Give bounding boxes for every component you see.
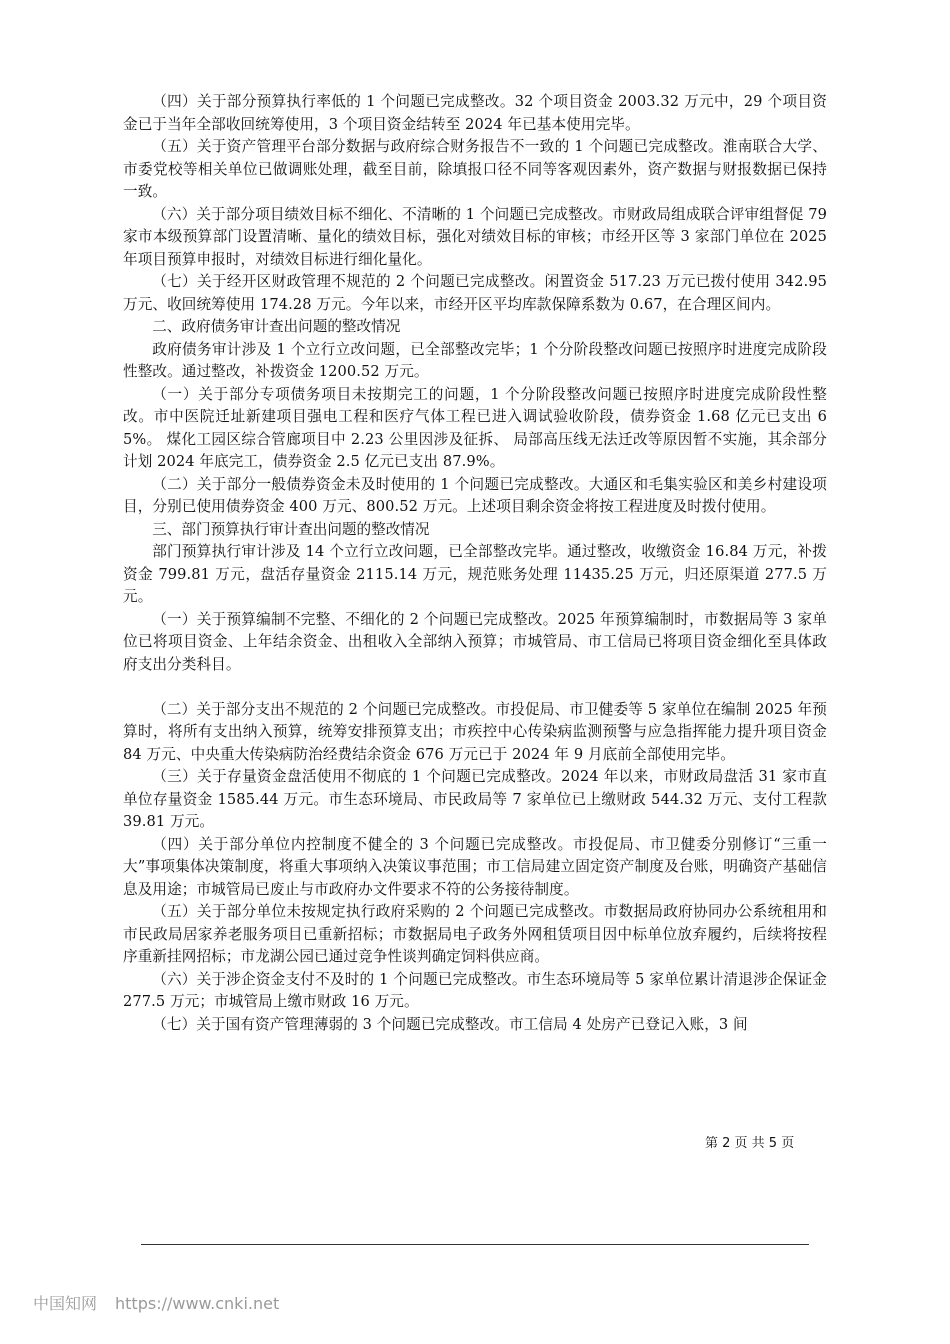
paragraph-dept-state-assets: （七）关于国有资产管理薄弱的 3 个问题已完成整改。市工信局 4 处房产已登记入账，3 间: [152, 1015, 748, 1033]
section-heading-government-debt: 二、政府债务审计查出问题的整改情况: [152, 318, 401, 335]
document-body: [123, 91, 827, 1036]
paragraph-dept-internal-control: （四）关于部分单位内控制度不健全的 3 个问题已完成整改。市投促局、市卫健委分别修订“三重一大”事项集体决策制度，将重大事项纳入决策议事范围；市工信局建立固定资产制度及台账，明确资产基础信息及用途；市城管局已废止与市政府办文件要求不符的公务接待制度。: [123, 835, 827, 898]
paragraph-devzone-finance: （七）关于经开区财政管理不规范的 2 个问题已完成整改。闲置资金 517.23 万元已拨付使用 342.95 万元、收回统筹使用 174.28 万元。今年以来，市经开区平均库款保障系数为 0.67，在合理区间内。: [123, 273, 827, 313]
paragraph-debt-general-bonds: （二）关于部分一般债券资金未及时使用的 1 个问题已完成整改。大通区和毛集实验区和美乡村建设项目，分别已使用债券资金 400 万元、800.52 万元。上述项目剩余资金将按工程进度及时拨付使用。: [123, 475, 827, 515]
watermark-brand: 中国知网: [33, 1294, 98, 1313]
watermark-url: https://www.cnki.net: [115, 1294, 280, 1313]
paragraph-debt-summary: 政府债务审计涉及 1 个立行立改问题，已全部整改完毕；1 个分阶段整改问题已按照序时进度完成阶段性整改。通过整改，补拨资金 1200.52 万元。: [123, 340, 827, 380]
paragraph-debt-special-bonds: （一）关于部分专项债务项目未按期完工的问题，1 个分阶段整改问题已按照序时进度完成阶段性整改。市中医院迁址新建项目强电工程和医疗气体工程已进入调试验收阶段，债券资金 1.68 亿元已支出 65%。 煤化工园区综合管廊项目中 2.23 公里因涉及征拆、 局部高压线无法迁改等原因暂不实施，其余部分计划 2024 年底完工，债券资金 2.5 亿元已支出 87.9%。: [123, 385, 827, 470]
paragraph-dept-idle-funds: （三）关于存量资金盘活使用不彻底的 1 个问题已完成整改。2024 年以来，市财政局盘活 31 家市直单位存量资金 1585.44 万元。市生态环境局、市民政局等 7 家单位已上缴财政 544.32 万元、支付工程款 39.81 万元。: [123, 768, 827, 830]
paragraph-budget-execution: （四）关于部分预算执行率低的 1 个问题已完成整改。32 个项目资金 2003.32 万元中，29 个项目资金已于当年全部收回统筹使用，3 个项目资金结转至 2024 年已基本使用完毕。: [123, 93, 827, 133]
paragraph-dept-summary: 部门预算执行审计涉及 14 个立行立改问题，已全部整改完毕。通过整改，收缴资金 16.84 万元，补拨资金 799.81 万元，盘活存量资金 2115.14 万元，规范账务处理 11435.25 万元，归还原渠道 277.5 万元。: [123, 543, 827, 605]
paragraph-asset-platform: （五）关于资产管理平台部分数据与政府综合财务报告不一致的 1 个问题已完成整改。淮南联合大学、市委党校等相关单位已做调账处理，截至目前，除填报口径不同等客观因素外，资产数据与财报数据已保持一致。: [123, 138, 827, 200]
paragraph-dept-budget-compilation: （一）关于预算编制不完整、不细化的 2 个问题已完成整改。2025 年预算编制时，市数据局等 3 家单位已将项目资金、上年结余资金、出租收入全部纳入预算；市城管局、市工信局已将项目资金细化至具体政府支出分类科目。: [123, 610, 827, 673]
paragraph-dept-procurement: （五）关于部分单位未按规定执行政府采购的 2 个问题已完成整改。市数据局政府协同办公系统租用和市民政局居家养老服务项目已重新招标；市数据局电子政务外网租赁项目因中标单位放弃履约，后续将按程序重新挂网招标；市龙湖公园已通过竞争性谈判确定饲料供应商。: [123, 903, 827, 965]
paragraph-performance-goals: （六）关于部分项目绩效目标不细化、不清晰的 1 个问题已完成整改。市财政局组成联合评审组督促 79 家市本级预算部门设置清晰、量化的绩效目标，强化对绩效目标的审核；市经开区等 3 家部门单位在 2025 年项目预算申报时，对绩效目标进行细化量化。: [123, 205, 827, 268]
blank-line: [123, 676, 827, 699]
paragraph-dept-enterprise-funds: （六）关于涉企资金支付不及时的 1 个问题已完成整改。市生态环境局等 5 家单位累计清退涉企保证金 277.5 万元；市城管局上缴市财政 16 万元。: [123, 970, 827, 1010]
page-number: 第 2 页 共 5 页: [705, 1136, 795, 1151]
footer-divider: [141, 1244, 809, 1245]
paragraph-dept-irregular-spending: （二）关于部分支出不规范的 2 个问题已完成整改。市投促局、市卫健委等 5 家单位在编制 2025 年预算时，将所有支出纳入预算，统筹安排预算支出；市疾控中心传染病监测预警与应急指挥能力提升项目资金 84 万元、中央重大传染病防治经费结余资金 676 万元已于 2024 年 9 月底前全部使用完毕。: [123, 700, 827, 763]
section-heading-department-budget: 三、部门预算执行审计查出问题的整改情况: [152, 520, 430, 538]
watermark: [33, 1293, 279, 1315]
